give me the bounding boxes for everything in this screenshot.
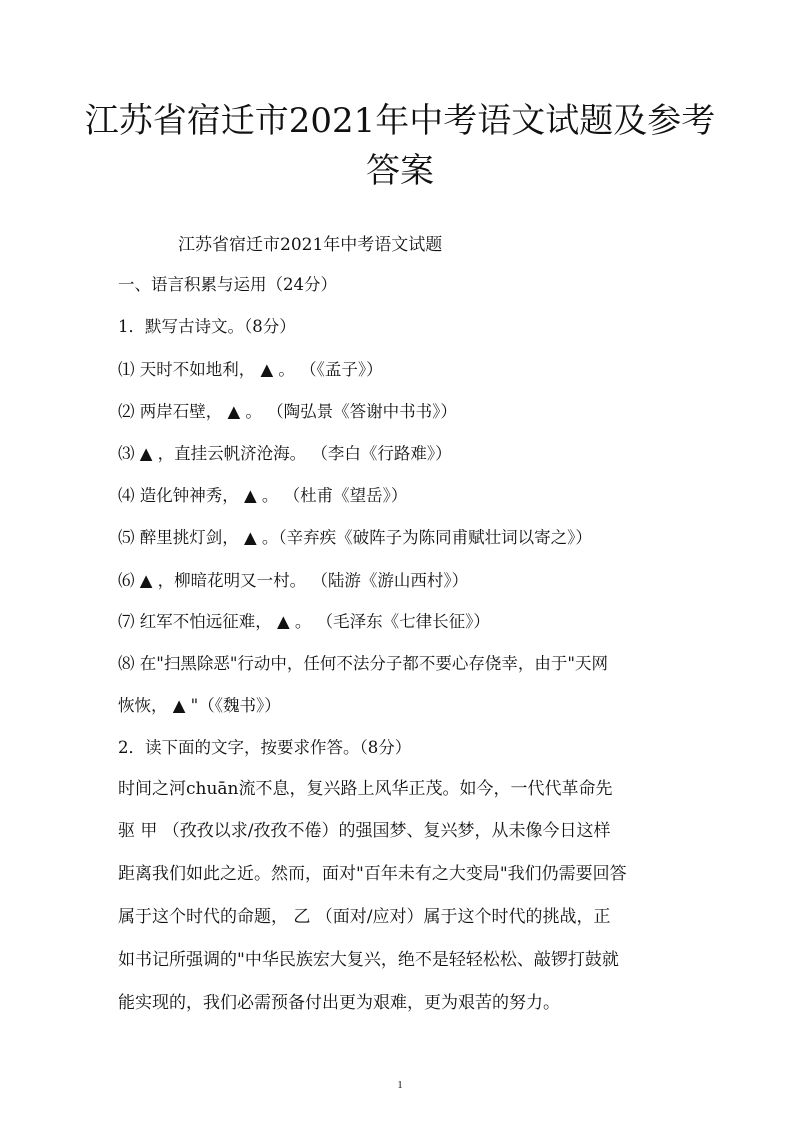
q2-paragraph-line-6: 能实现的，我们必需预备付出更为艰难，更为艰苦的努力。	[118, 993, 560, 1013]
page-number: 1	[397, 1079, 403, 1091]
q1-item-2: ⑵ 两岸石壁， ▲ 。 （陶弘景《答谢中书书》）	[118, 402, 457, 421]
document-title	[0, 96, 800, 196]
title-line-2: 答案	[366, 151, 434, 191]
q1-item-8-line-2: 恢恢， ▲ "（《魏书》）	[118, 696, 281, 715]
title-line-1: 江苏省宿迁市2021年中考语文试题及参考	[84, 101, 716, 141]
q1-item-3: ⑶ ▲ ，直挂云帆济沧海。 （李白《行路难》）	[118, 444, 452, 463]
q2-paragraph-line-2: 驱 甲 （孜孜以求/孜孜不倦）的强国梦、复兴梦，从未像今日这样	[118, 821, 611, 841]
section-heading: 一、语言积累与运用（24分）	[118, 275, 337, 294]
q1-item-5: ⑸ 醉里挑灯剑， ▲ 。（辛弃疾《破阵子为陈同甫赋壮词以寄之》）	[118, 528, 592, 547]
q1-item-7: ⑺ 红军不怕远征难， ▲ 。 （毛泽东《七律长征》）	[118, 612, 490, 631]
q1-item-6: ⑹ ▲ ，柳暗花明又一村。 （陆游《游山西村》）	[118, 571, 469, 590]
q2-paragraph-line-3: 距离我们如此之近。然而，面对"百年未有之大变局"我们仍需要回答	[118, 864, 627, 884]
q1-item-4: ⑷ 造化钟神秀， ▲ 。 （杜甫《望岳》）	[118, 486, 408, 505]
q1-item-8-line-1: ⑻ 在"扫黑除恶"行动中，任何不法分子都不要心存侥幸，由于"天网	[118, 654, 609, 673]
q2-paragraph-line-5: 如书记所强调的"中华民族宏大复兴，绝不是轻轻松松、敲锣打鼓就	[118, 950, 619, 970]
q2-paragraph-line-4: 属于这个时代的命题， 乙 （面对/应对）属于这个时代的挑战，正	[118, 907, 611, 927]
question-1-heading: 1．默写古诗文。（8分）	[118, 317, 296, 336]
question-2-heading: 2．读下面的文字，按要求作答。（8分）	[118, 738, 412, 757]
q1-item-1: ⑴ 天时不如地利， ▲ 。 （《孟子》）	[118, 360, 383, 379]
q2-paragraph-line-1: 时间之河chuān流不息，复兴路上风华正茂。如今，一代代革命先	[118, 779, 613, 799]
exam-subtitle: 江苏省宿迁市2021年中考语文试题	[178, 235, 443, 255]
